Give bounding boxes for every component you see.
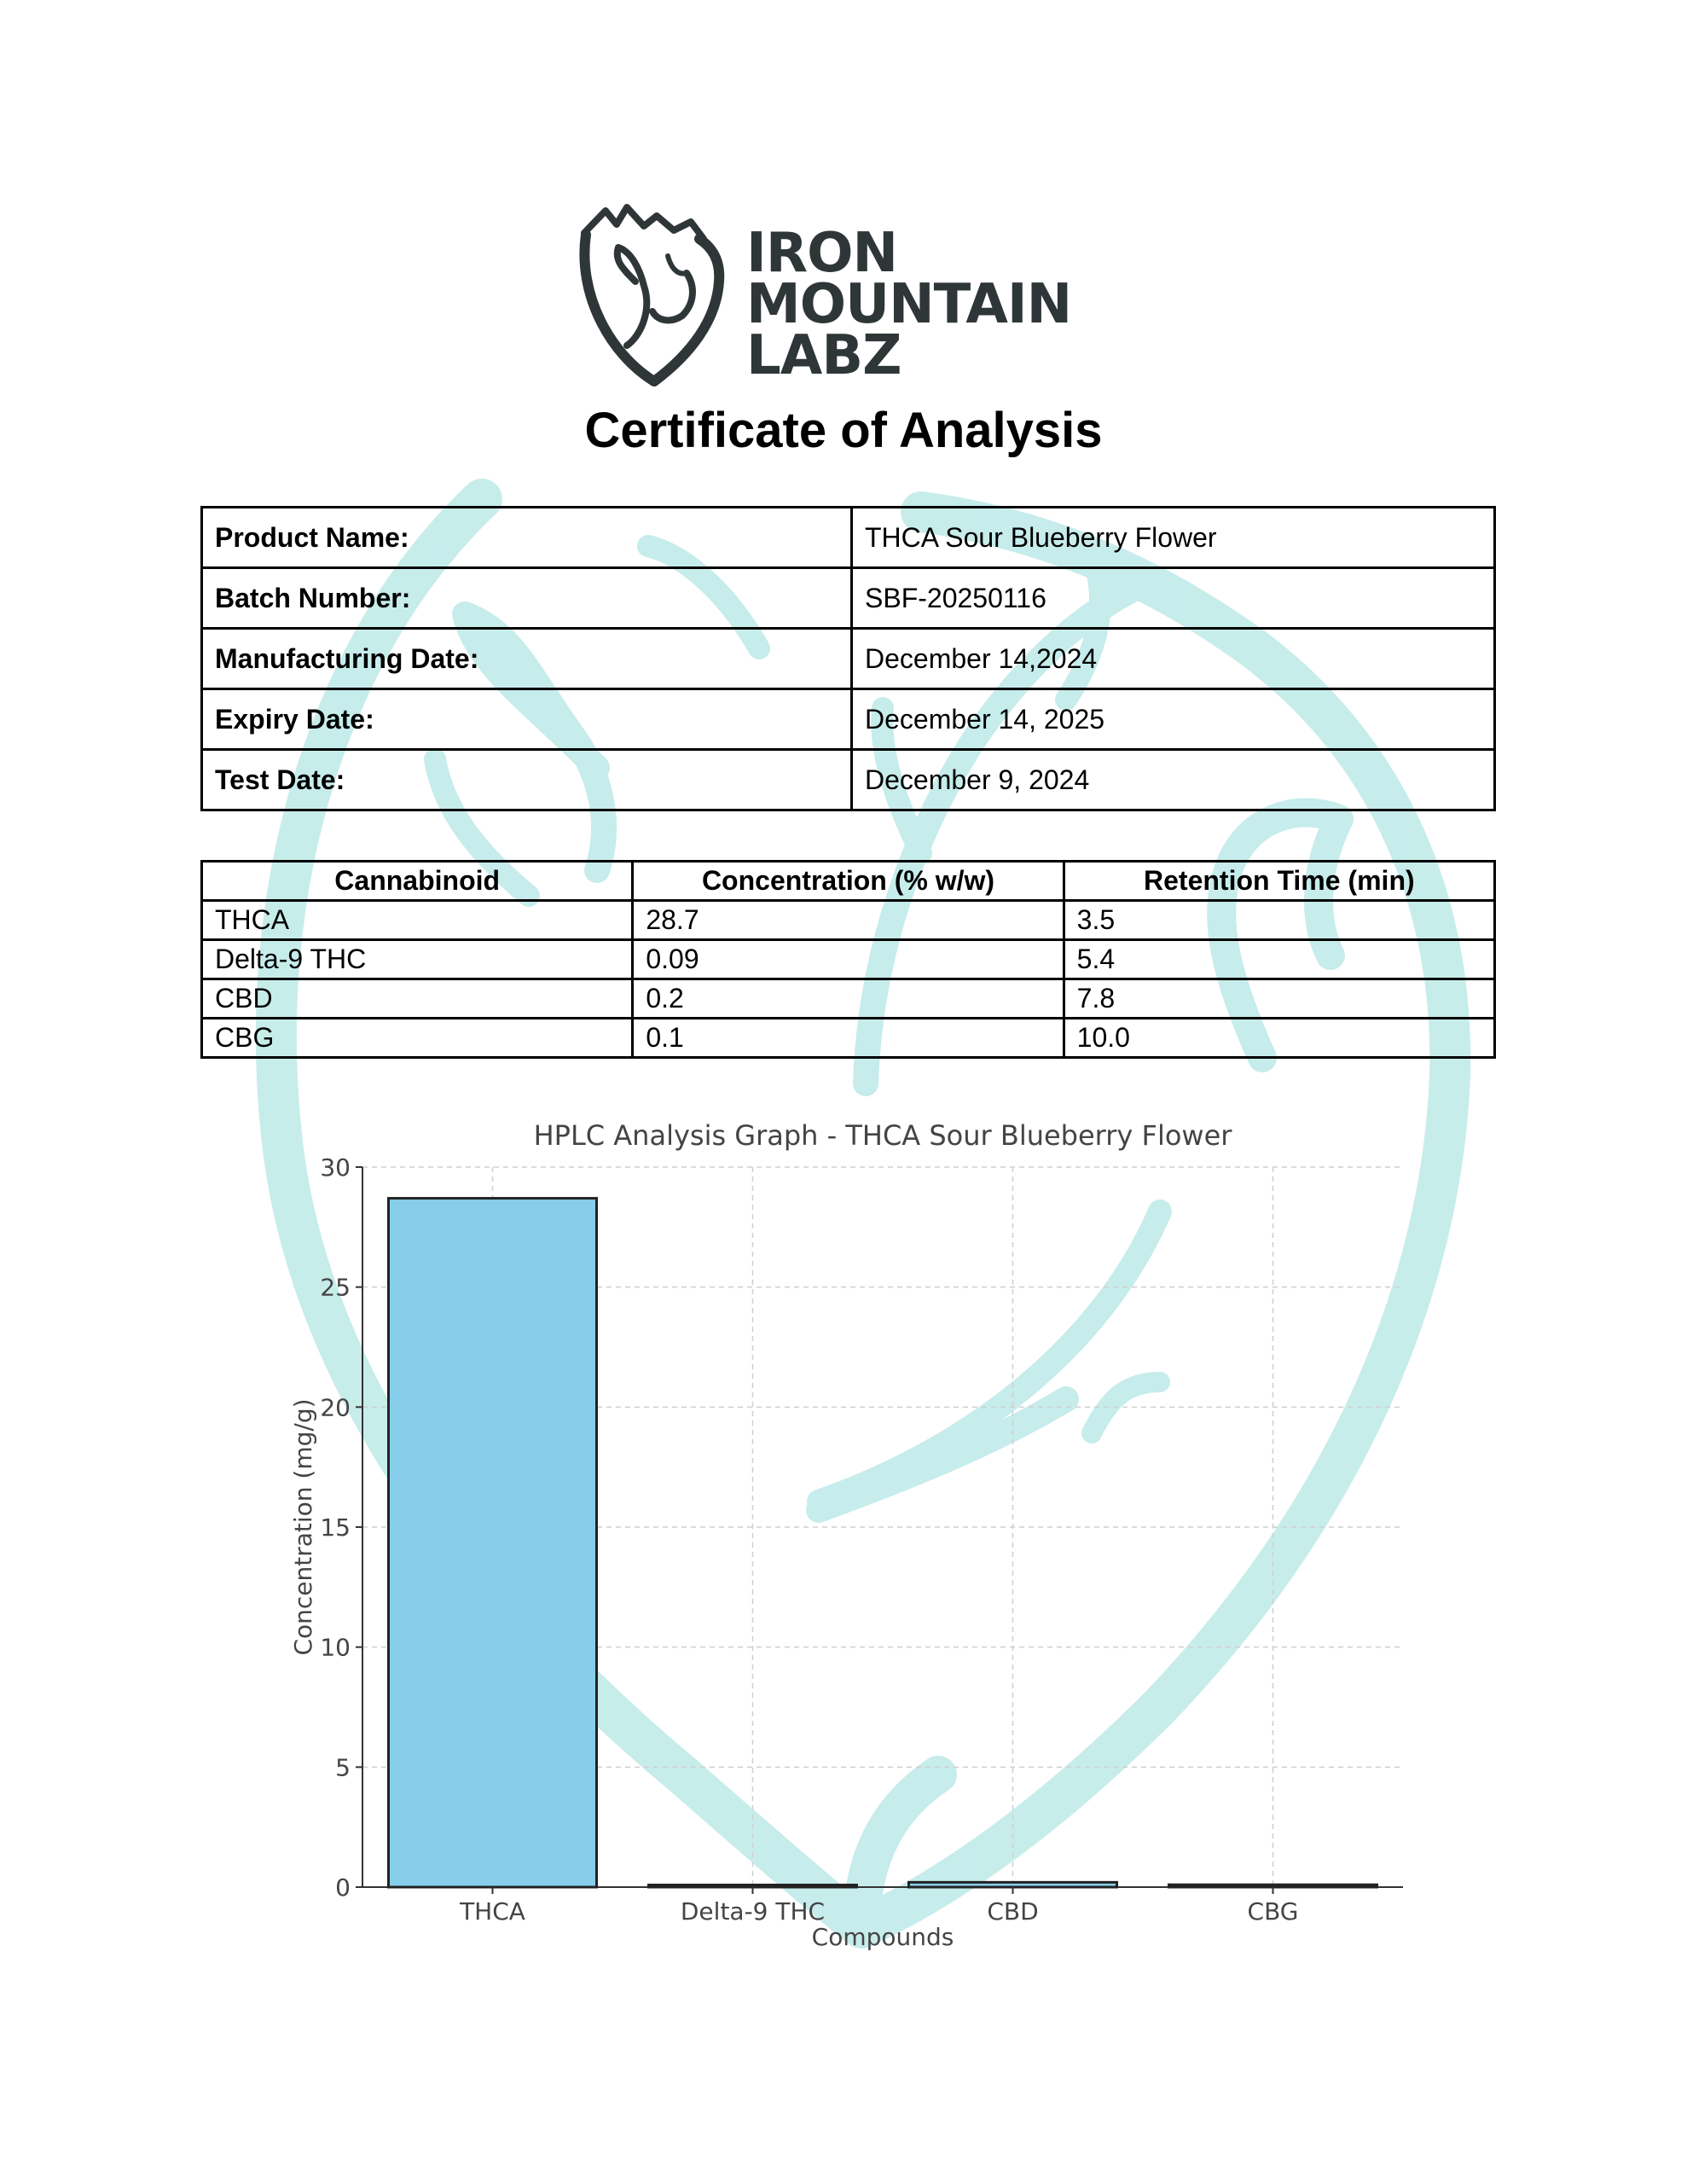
retention-time-cell: 3.5 xyxy=(1064,901,1494,940)
cannabinoid-name-cell: THCA xyxy=(202,901,633,940)
concentration-cell: 0.1 xyxy=(633,1019,1064,1058)
x-axis-label: Compounds xyxy=(811,1923,954,1951)
x-tick-label: CBG xyxy=(1247,1897,1299,1926)
retention-time-cell: 10.0 xyxy=(1064,1019,1494,1058)
expiry-date-value: December 14, 2025 xyxy=(852,689,1495,750)
expiry-date-label: Expiry Date: xyxy=(202,689,852,750)
y-tick-label: 30 xyxy=(320,1153,351,1182)
table-row xyxy=(202,750,1495,810)
product-name-value: THCA Sour Blueberry Flower xyxy=(852,508,1495,568)
table-row xyxy=(202,629,1495,689)
concentration-cell: 28.7 xyxy=(633,901,1064,940)
table-row xyxy=(202,979,1495,1019)
y-tick-label: 20 xyxy=(320,1393,351,1422)
table-row xyxy=(202,568,1495,629)
table-row xyxy=(202,901,1495,940)
manufacturing-date-value: December 14,2024 xyxy=(852,629,1495,689)
concentration-cell: 0.09 xyxy=(633,940,1064,979)
table-row xyxy=(202,1019,1495,1058)
bar-cbd xyxy=(909,1882,1117,1887)
x-tick-label: Delta-9 THC xyxy=(680,1897,826,1926)
manufacturing-date-label: Manufacturing Date: xyxy=(202,629,852,689)
column-header-concentration: Concentration (% w/w) xyxy=(633,862,1064,901)
chart-title: HPLC Analysis Graph - THCA Sour Blueberry Flower xyxy=(533,1119,1232,1152)
test-date-label: Test Date: xyxy=(202,750,852,810)
hplc-bar-chart xyxy=(0,1101,1687,1971)
product-info-table xyxy=(200,506,1496,811)
y-tick-label: 15 xyxy=(320,1513,351,1542)
cannabinoid-name-cell: CBD xyxy=(202,979,633,1019)
y-tick-label: 25 xyxy=(320,1273,351,1302)
x-tick-label: CBD xyxy=(987,1897,1039,1926)
brand-name-line-3: LABZ xyxy=(746,324,901,387)
retention-time-cell: 7.8 xyxy=(1064,979,1494,1019)
bar-thca xyxy=(389,1199,597,1887)
y-axis-label: Concentration (mg/g) xyxy=(289,1398,317,1656)
concentration-cell: 0.2 xyxy=(633,979,1064,1019)
brand-name-line-1: IRON xyxy=(746,222,898,285)
y-tick-label: 10 xyxy=(320,1633,351,1662)
x-tick-label: THCA xyxy=(460,1897,525,1926)
mountain-heart-icon xyxy=(576,200,729,392)
cannabinoid-name-cell: Delta-9 THC xyxy=(202,940,633,979)
table-header-row xyxy=(202,862,1495,901)
batch-number-label: Batch Number: xyxy=(202,568,852,629)
product-name-label: Product Name: xyxy=(202,508,852,568)
batch-number-value: SBF-20250116 xyxy=(852,568,1495,629)
page-title: Certificate of Analysis xyxy=(584,403,1103,458)
test-date-value: December 9, 2024 xyxy=(852,750,1495,810)
bar-cbg xyxy=(1169,1885,1377,1887)
table-row xyxy=(202,508,1495,568)
brand-name-line-2: MOUNTAIN xyxy=(746,273,1072,336)
cannabinoid-table xyxy=(200,860,1496,1059)
brand-logo xyxy=(576,200,1122,392)
y-tick-label: 0 xyxy=(335,1873,351,1902)
table-row xyxy=(202,689,1495,750)
column-header-retention-time: Retention Time (min) xyxy=(1064,862,1494,901)
retention-time-cell: 5.4 xyxy=(1064,940,1494,979)
cannabinoid-name-cell: CBG xyxy=(202,1019,633,1058)
y-tick-label: 5 xyxy=(335,1753,351,1782)
column-header-cannabinoid: Cannabinoid xyxy=(202,862,633,901)
table-row xyxy=(202,940,1495,979)
bar-delta-9-thc xyxy=(649,1885,857,1887)
